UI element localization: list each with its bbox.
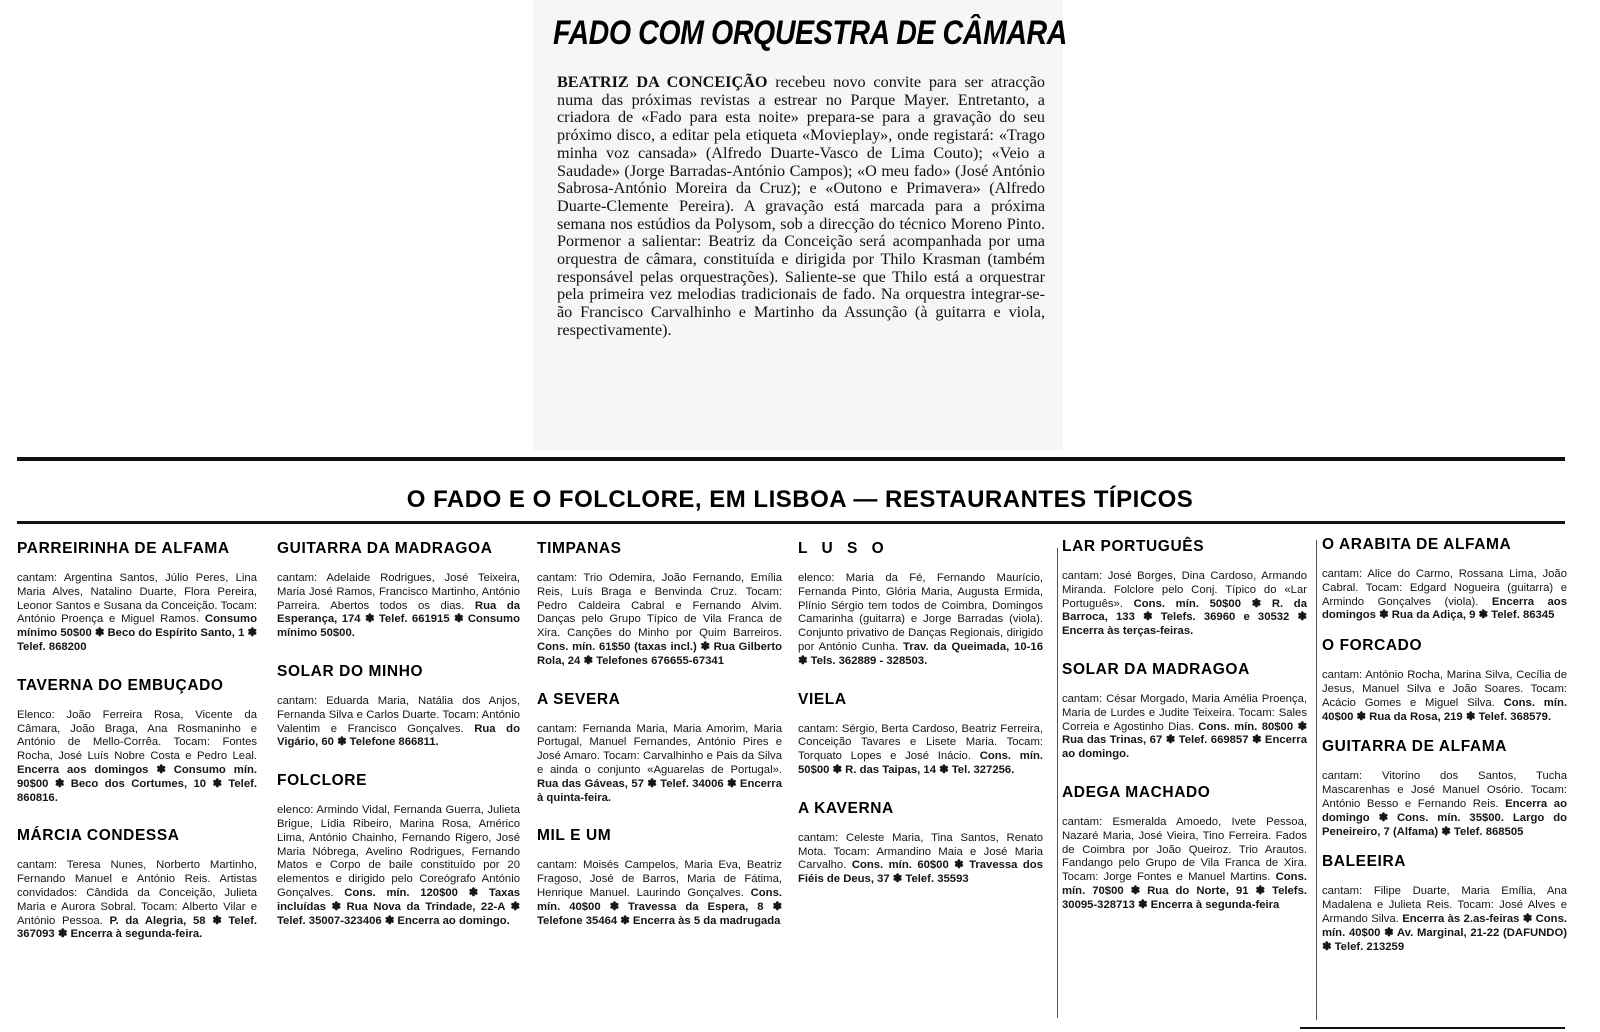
listing-column-6 xyxy=(1322,536,1567,976)
venue-details: cantam: Moisés Campelos, Maria Eva, Beatriz Fragoso, José de Barros, Maria de Fátima, Henrique Manuel. Laurindo Gonçalves. Cons. mín. 40$00 ✽ Travessa da Espera, 8 ✽ Telefone 35464 ✽ Encerra às 5 da madrugada xyxy=(537,859,783,927)
venue-name: ADEGA MACHADO xyxy=(1062,783,1211,801)
venue-name: L U S O xyxy=(798,540,889,557)
listing-column-3 xyxy=(537,540,782,950)
venue-details: cantam: César Morgado, Maria Amélia Proença, Maria de Lurdes e Judite Teixeira. Tocam: Sales Correia e Agostinho Dias. Cons. mín. 80$00 ✽ Rua das Trinas, 67 ✽ Telef. 669857 ✽ Encerra ao domingo. xyxy=(1062,692,1307,761)
venue-details: cantam: Argentina Santos, Júlio Peres, Lina Maria Alves, Natalino Duarte, Flora Pereira, Leonor Santos e Susana da Conceição. Tocam: António Proença e Miguel Ramos. Consumo mínimo 50$00 ✽ Beco do Espírito Santo, 1 ✽ Telef. 868200 xyxy=(17,572,257,653)
bottom-rule xyxy=(1300,1027,1565,1029)
venue-name: SOLAR DA MADRAGOA xyxy=(1062,660,1250,678)
listing-column-2 xyxy=(277,540,520,950)
venue-details: cantam: Vitorino dos Santos, Tucha Mascarenhas e José Manuel Osório. Tocam: António Besso e Fernando Reis. Encerra ao domingo ✽ Cons. mín. 35$00. Largo do Peneireiro, 7 (Alfama) ✽ Telef. 868505 xyxy=(1322,770,1567,838)
venue-details: cantam: Trio Odemira, João Fernando, Emília Reis, Luís Braga e Benvinda Cruz. Tocam: Pedro Caldeira Cabral e Fernando Alvim. Danças pelo Grupo Típico de Vila Franca de Xira. Canções do Minho por Quim Barreiros. Cons. mín. 61$50 (taxas incl.) ✽ Rua Gilberto Rola, 24 ✽ Telefones 676655-67341 xyxy=(537,572,782,667)
venue-name: A SEVERA xyxy=(537,690,621,708)
venue-details: cantam: Sérgio, Berta Cardoso, Beatriz Ferreira, Conceição Tavares e Lisete Maria. Tocam: Torquato Lopes e José Inácio. Cons. mín. 50$00 ✽ R. das Taipas, 14 ✽ Tel. 327256. xyxy=(798,722,1043,776)
venue-name: SOLAR DO MINHO xyxy=(277,662,424,680)
article-text: recebeu novo convite para ser atracção numa das próximas revistas a estrear no Parque Mayer. Entretanto, a criadora de «Fado para esta noite» prepara-se para a gravação do seu próximo disco, a editar pela etiqueta «Movieplay», onde registará: «Trago minha voz cansada» (Alfredo Duarte-Vasco de Lima Couto); «Veio a Saudade» (Jorge Barradas-António Campos); «O meu fado» (José António Sabrosa-António Moreira da Cruz); e «Outono e Primavera» (Alfredo Duarte-Clemente Pereira). A gravação está marcada para a próxima semana nos estúdios da Polysom, sob a direcção do técnico Moreno Pinto. Pormenor a salientar: Beatriz da Conceição será acompanhada por uma orquestra de câmara, constituída e dirigida por Thilo Krasman (também responsável pelas orquestrações). Saliente-se que Thilo está a orquestrar pela primeira vez melodias tradicionais de fado. Na orquestra integrar-se-ão Francisco Carvalhinho e Martinho da Assunção (à guitarra e viola, respectivamente). xyxy=(557,73,1045,339)
venue-name: BALEEIRA xyxy=(1322,853,1407,871)
listing-column-1 xyxy=(17,540,257,964)
venue-details: cantam: Fernanda Maria, Maria Amorim, Maria Portugal, Manuel Fernandes, António Pires e José Amaro. Tocam: Carvalhinho e Pais da Silva e ainda o conjunto «Aguarelas de Portugal». Rua das Gáveas, 57 ✽ Telef. 34006 ✽ Encerra à quinta-feira. xyxy=(537,722,782,804)
section-title: O FADO E O FOLCLORE, EM LISBOA — RESTAURANTES TÍPICOS xyxy=(406,486,1194,513)
venue-name: GUITARRA DE ALFAMA xyxy=(1322,738,1508,756)
venue-details: cantam: Alice do Carmo, Rossana Lima, João Cabral. Tocam: Edgard Nogueira (guitarra) e Armindo Gonçalves (viola). Encerra aos domingos ✽ Rua da Adiça, 9 ✽ Telef. 86345 xyxy=(1322,568,1567,622)
column-divider xyxy=(1316,540,1317,1020)
venue-name: FOLCLORE xyxy=(277,772,368,790)
venue-details: cantam: Filipe Duarte, Maria Emília, Ana Madalena e Julieta Reis. Tocam: José Alves e Armando Silva. Encerra às 2.as-feiras ✽ Cons. mín. 40$00 ✽ Av. Marginal, 21-22 (DAFUNDO) ✽ Telef. 213259 xyxy=(1322,885,1567,953)
venue-details: cantam: Eduarda Maria, Natália dos Anjos, Fernanda Silva e Carlos Duarte. Tocam: António Valentim e Francisco Gonçalves. Rua do Vigário, 60 ✽ Telefone 866811. xyxy=(277,694,520,749)
venue-name: VIELA xyxy=(798,690,847,708)
article-lead: BEATRIZ DA CONCEIÇÃO xyxy=(557,73,768,91)
venue-name: PARREIRINHA DE ALFAMA xyxy=(17,540,230,557)
top-rule xyxy=(17,457,1565,461)
venue-details: cantam: Esmeralda Amoedo, Ivete Pessoa, Nazaré Maria, José Vieira, Tino Ferreira. Fados de Coimbra por João Queiroz. Trio Arautos. Fandango pelo Grupo de Vila Franca de Xira. Tocam: Jorge Fontes e Manuel Martins. Cons. mín. 70$00 ✽ Rua do Norte, 91 ✽ Telefs. 30095-328713 ✽ Encerra à segunda-feira xyxy=(1062,815,1307,911)
venue-name: TAVERNA DO EMBUÇADO xyxy=(17,676,224,694)
fado-article xyxy=(533,0,1067,450)
article-body xyxy=(557,74,1045,340)
venue-details: cantam: Celeste Maria, Tina Santos, Renato Mota. Tocam: Armandino Maia e José Maria Carvalho. Cons. mín. 60$00 ✽ Travessa dos Fiéis de Deus, 37 ✽ Telef. 35593 xyxy=(798,831,1043,886)
venue-name: MIL E UM xyxy=(537,827,612,845)
venue-name: MÁRCIA CONDESSA xyxy=(17,827,180,845)
venue-details: cantam: António Rocha, Marina Silva, Cecília de Jesus, Manuel Silva e João Soares. Tocam: Acácio Gomes e Miguel Silva. Cons. mín. 40$00 ✽ Rua da Rosa, 219 ✽ Telef. 368579. xyxy=(1322,669,1568,723)
venue-details: cantam: José Borges, Dina Cardoso, Armando Miranda. Folclore pelo Conj. Típico do «Lar Português». Cons. mín. 50$00 ✽ R. da Barroca, 133 ✽ Telefs. 36960 e 30532 ✽ Encerra às terças-feiras. xyxy=(1062,570,1307,638)
venue-name: GUITARRA DA MADRAGOA xyxy=(277,540,493,557)
venue-details: Elenco: João Ferreira Rosa, Vicente da Câmara, João Braga, Ana Rosmaninho e António de Mello-Corrêa. Tocam: Fontes Rocha, José Luís Nobre Costa e Pedro Leal. Encerra aos domingos ✽ Consumo mín. 90$00 ✽ Beco dos Cortumes, 10 ✽ Telef. 860816. xyxy=(17,708,257,804)
venue-details: elenco: Maria da Fé, Fernando Maurício, Fernanda Pinto, Glória Maria, Augusta Ermida, Plínio Sérgio tem todos de Coimbra, Domingos Camarinha (guitarra) e Jorge Barradas (viola). Conjunto privativo de Danças Regionais, dirigido por António Cunha. Trav. da Queimada, 10-16 ✽ Tels. 362889 - 328503. xyxy=(798,572,1044,667)
listing-column-5 xyxy=(1062,538,1307,935)
venue-name: A KAVERNA xyxy=(798,799,894,817)
venue-details: elenco: Armindo Vidal, Fernanda Guerra, Julieta Brigue, Lídia Ribeiro, Marina Rosa, Américo Lima, António Chainho, Fernando Rigero, José Maria Nóbrega, Avelino Rodrigues, Fernando Matos e Corpo de baile constituído por 20 elementos e dirigido pelo Coreógrafo António Gonçalves. Cons. mín. 120$00 ✽ Taxas incluídas ✽ Rua Nova da Trindade, 22-A ✽ Telef. 35007-323406 ✽ Encerra ao domingo. xyxy=(277,804,521,927)
venue-name: LAR PORTUGUÊS xyxy=(1062,538,1205,555)
venue-name: TIMPANAS xyxy=(537,540,622,557)
mid-rule xyxy=(17,521,1565,524)
venue-name: O ARABITA DE ALFAMA xyxy=(1322,536,1512,553)
column-divider xyxy=(1057,548,1058,1018)
venue-details: cantam: Adelaide Rodrigues, José Teixeira, Maria José Ramos, Francisco Martinho, António Parreira. Abertos todos os dias. Rua da Esperança, 174 ✽ Telef. 661915 ✽ Consumo mínimo 50$00. xyxy=(277,572,520,640)
venue-name: O FORCADO xyxy=(1322,637,1423,655)
venue-details: cantam: Teresa Nunes, Norberto Martinho, Fernando Manuel e António Reis. Artistas convidados: Cândida da Conceição, Julieta Maria e Aurora Sobral. Tocam: Alberto Vilar e António Pessoa. P. da Alegria, 58 ✽ Telef. 367093 ✽ Encerra à segunda-feira. xyxy=(17,859,257,941)
article-headline: FADO COM ORQUESTRA DE CÂMARA xyxy=(553,14,1067,52)
listing-column-4 xyxy=(798,540,1043,909)
